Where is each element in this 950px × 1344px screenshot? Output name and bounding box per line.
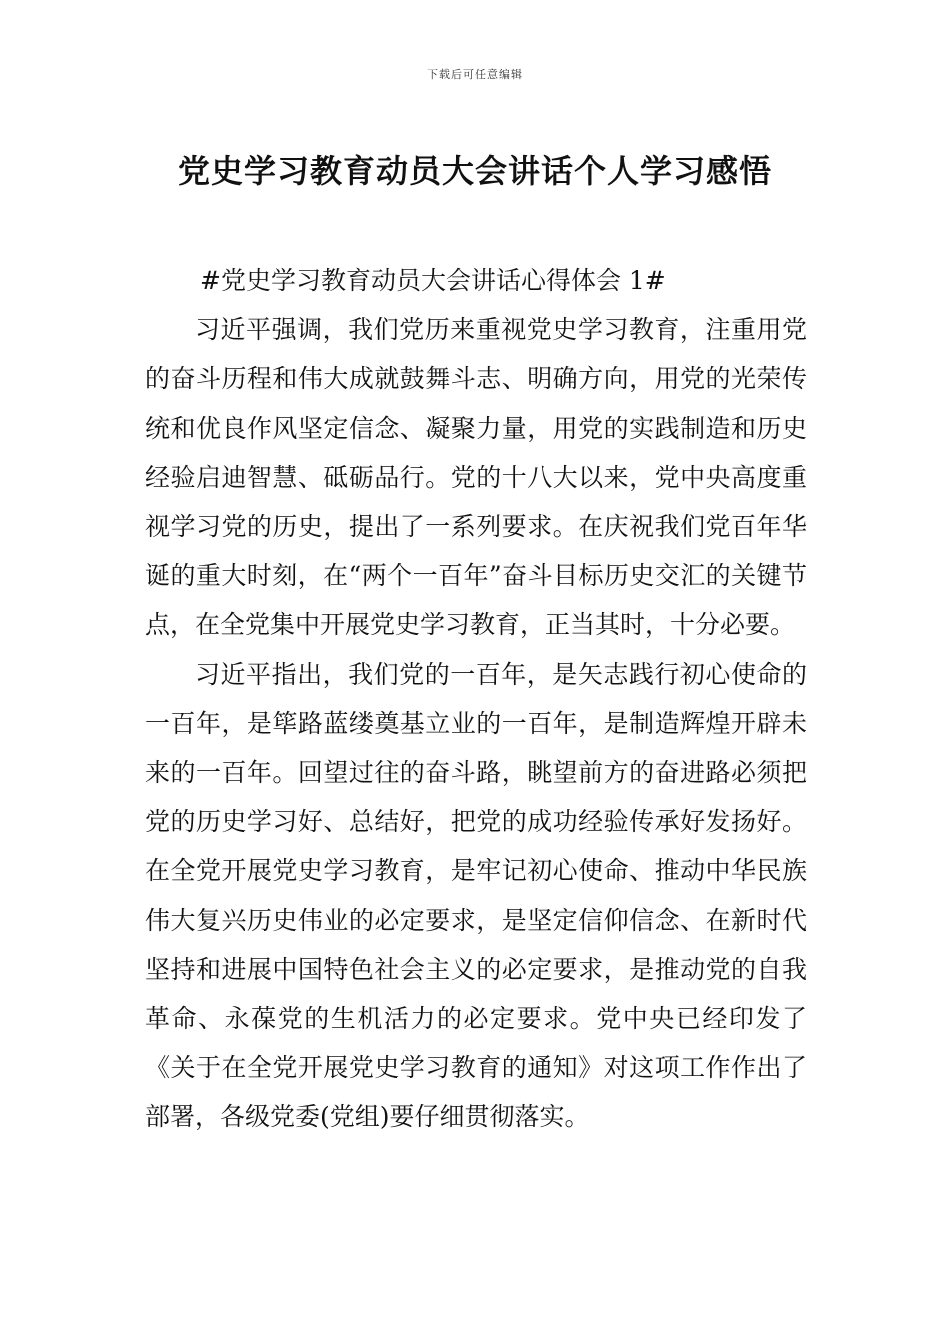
section-subtitle: #党史学习教育动员大会讲话心得体会 1#	[200, 266, 666, 295]
header-note: 下载后可任意编辑	[427, 68, 523, 81]
document-title: 党史学习教育动员大会讲话个人学习感悟	[177, 152, 772, 191]
document-body	[145, 256, 807, 1142]
body-paragraph-1: 习近平强调，我们党历来重视党史学习教育，注重用党的奋斗历程和伟大成就鼓舞斗志、明确方向，用党的光荣传统和优良作风坚定信念、凝聚力量，用党的实践制造和历史经验启迪智慧、砥砺品行。党的十八大以来，党中央高度重视学习党的历史，提出了一系列要求。在庆祝我们党百年华诞的重大时刻，在“两个一百年”奋斗目标历史交汇的关键节点，在全党集中开展党史学习教育，正当其时，十分必要。	[145, 315, 807, 640]
body-paragraph-2: 习近平指出，我们党的一百年，是矢志践行初心使命的一百年，是筚路蓝缕奠基立业的一百年，是制造辉煌开辟未来的一百年。回望过往的奋斗路，眺望前方的奋进路必须把党的历史学习好、总结好，把党的成功经验传承好发扬好。在全党开展党史学习教育，是牢记初心使命、推动中华民族伟大复兴历史伟业的必定要求，是坚定信仰信念、在新时代坚持和进展中国特色社会主义的必定要求，是推动党的自我革命、永葆党的生机活力的必定要求。党中央已经印发了《关于在全党开展党史学习教育的通知》对这项工作作出了部署，各级党委(党组)要仔细贯彻落实。	[145, 659, 807, 1132]
